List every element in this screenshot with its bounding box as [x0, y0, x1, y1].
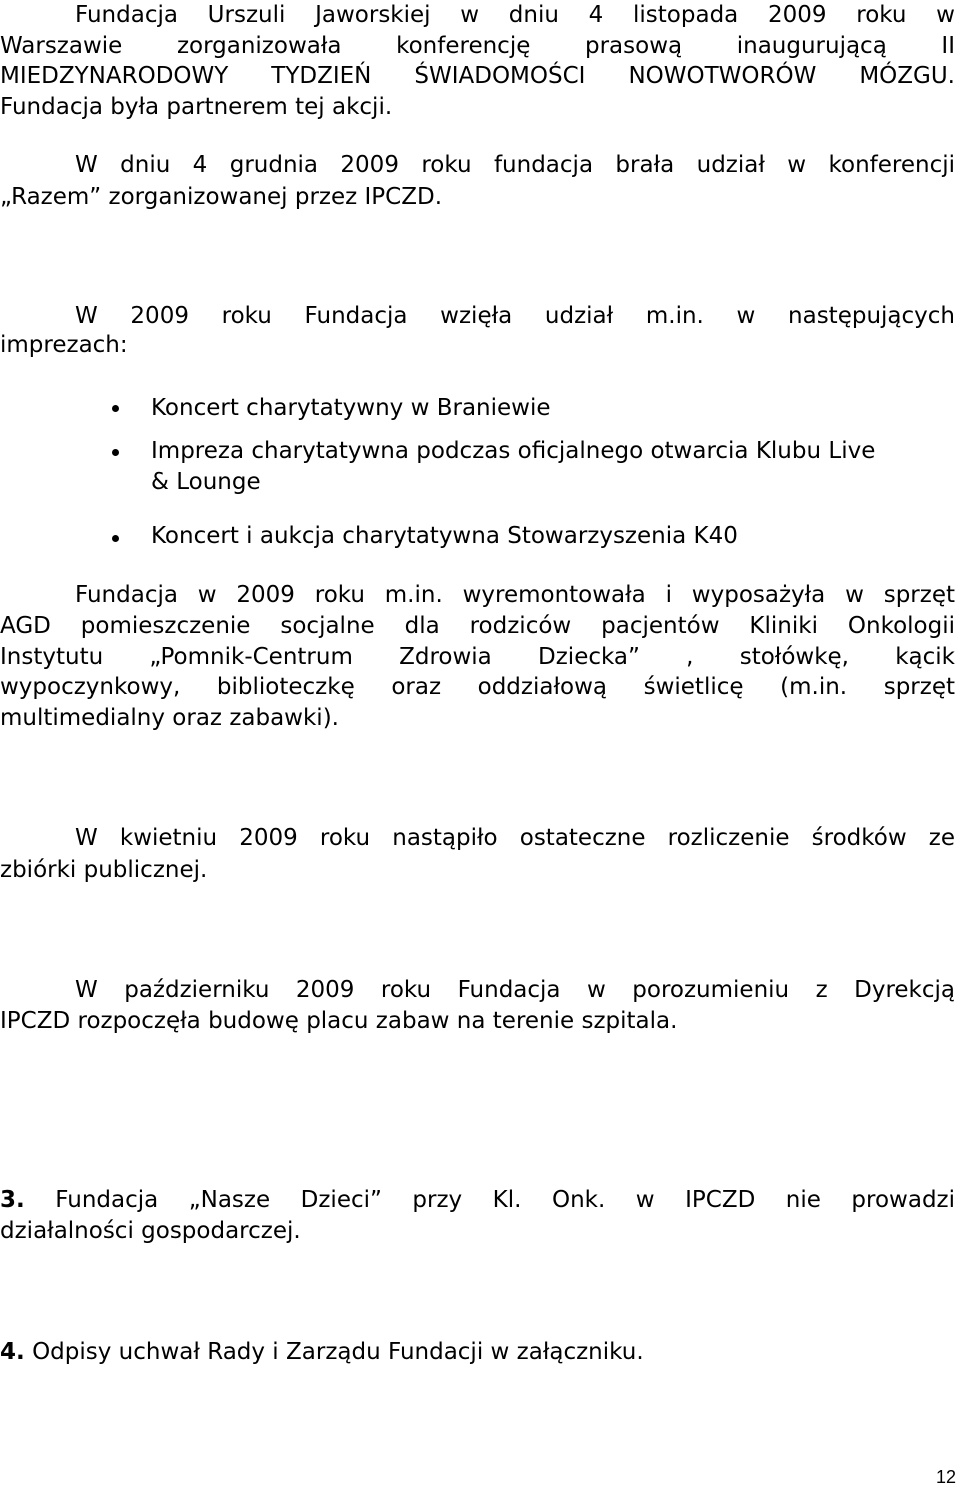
paragraph-line: Instytutu „Pomnik-Centrum Zdrowia Dziecka” , stołówkę, kącik: [0, 644, 955, 670]
section-number: 3.: [0, 1187, 25, 1213]
bullet-icon: [112, 449, 119, 456]
paragraph-line: W kwietniu 2009 roku nastąpiło ostateczne rozliczenie środków ze: [75, 825, 955, 851]
paragraph-line: MIEDZYNARODOWY TYDZIEŃ ŚWIADOMOŚCI NOWOTWORÓW MÓZGU.: [0, 63, 955, 89]
section-text: Odpisy uchwał Rady i Zarządu Fundacji w załączniku.: [32, 1339, 644, 1365]
paragraph-line: wypoczynkowy, biblioteczkę oraz oddziałową świetlicę (m.in. sprzęt: [0, 674, 955, 700]
page-number: 12: [935, 1467, 956, 1487]
section-number: 4.: [0, 1339, 25, 1365]
paragraph-line: Fundacja Urszuli Jaworskiej w dniu 4 listopada 2009 roku w: [75, 2, 955, 28]
paragraph-line: IPCZD rozpoczęła budowę placu zabaw na terenie szpitala.: [0, 1008, 678, 1034]
list-item-text: Koncert charytatywny w Braniewie: [151, 395, 551, 421]
paragraph-line: Fundacja była partnerem tej akcji.: [0, 94, 393, 120]
list-item-text: Koncert i aukcja charytatywna Stowarzyszenia K40: [151, 523, 738, 549]
paragraph-line: „Razem” zorganizowanej przez IPCZD.: [0, 184, 443, 210]
paragraph-line: zbiórki publicznej.: [0, 857, 208, 883]
paragraph-line: W październiku 2009 roku Fundacja w porozumieniu z Dyrekcją: [75, 977, 955, 1003]
section-3-line: [0, 1185, 955, 1216]
bullet-icon: [112, 535, 119, 542]
list-item-text: & Lounge: [151, 469, 261, 495]
paragraph-line: multimedialny oraz zabawki).: [0, 705, 339, 731]
paragraph-line: imprezach:: [0, 332, 128, 358]
list-item-text: Impreza charytatywna podczas oficjalnego otwarcia Klubu Live: [151, 438, 876, 464]
section-text: Fundacja „Nasze Dzieci” przy Kl. Onk. w IPCZD nie prowadzi: [55, 1187, 956, 1213]
paragraph-line: Warszawie zorganizowała konferencję prasową inaugurującą II: [0, 33, 955, 59]
paragraph-line: W dniu 4 grudnia 2009 roku fundacja brała udział w konferencji: [75, 152, 955, 178]
paragraph-line: Fundacja w 2009 roku m.in. wyremontowała i wyposażyła w sprzęt: [75, 582, 955, 608]
paragraph-line: działalności gospodarczej.: [0, 1218, 301, 1244]
paragraph-line: W 2009 roku Fundacja wzięła udział m.in. w następujących: [75, 303, 955, 329]
section-4-line: [0, 1337, 955, 1368]
bullet-icon: [112, 405, 119, 412]
paragraph-line: AGD pomieszczenie socjalne dla rodziców pacjentów Kliniki Onkologii: [0, 613, 955, 639]
